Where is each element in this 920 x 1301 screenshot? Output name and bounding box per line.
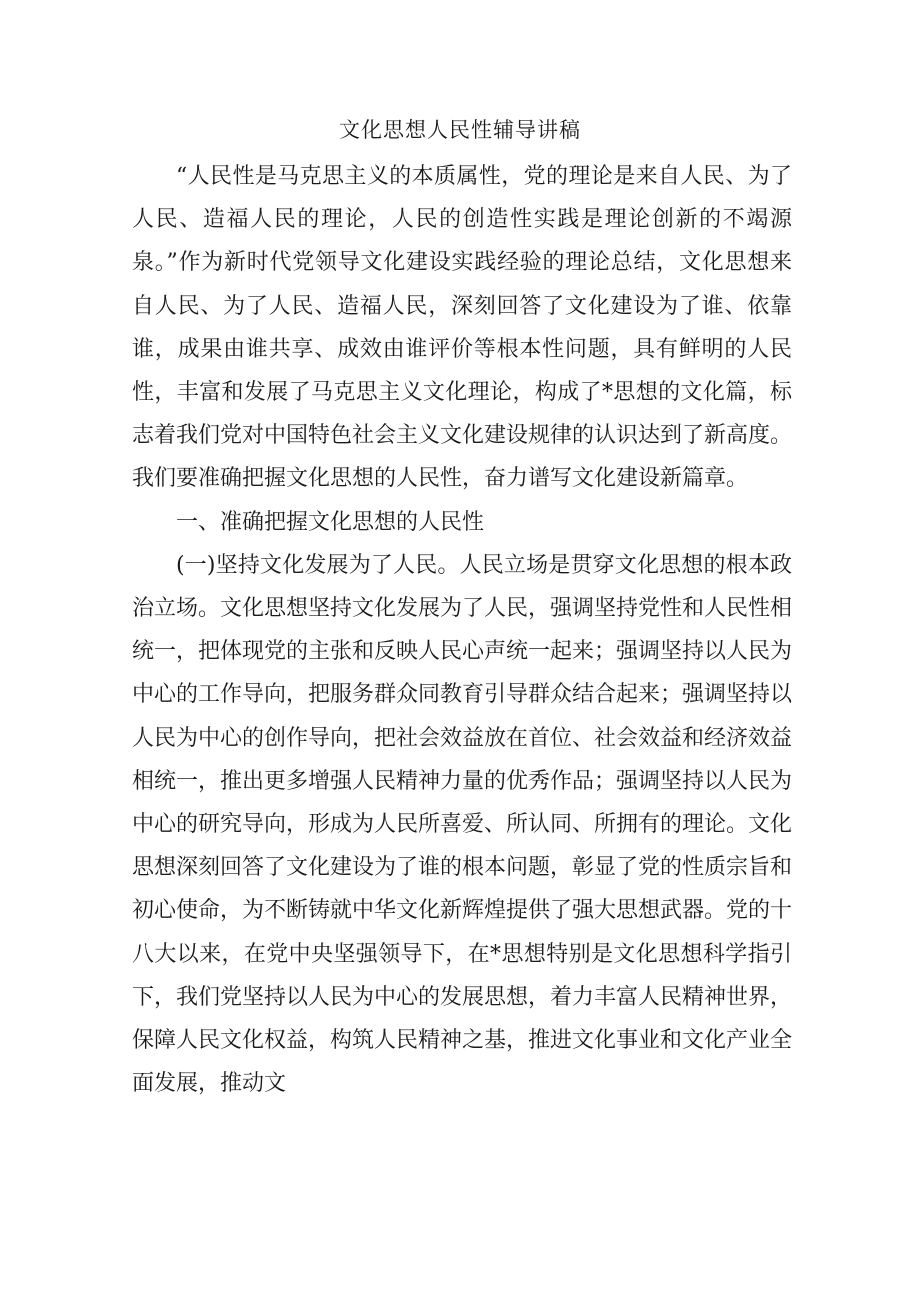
section-heading-1: 一、准确把握文化思想的人民性 [176,509,485,535]
document-body [132,155,792,1105]
subsection-paragraph-1: (一)坚持文化发展为了人民。人民立场是贯穿文化思想的根本政治立场。文化思想坚持文化发展为了人民，强调坚持党性和人民性相统一，把体现党的主张和反映人民心声统一起来；强调坚持以人民为中心的工作导向，把服务群众同教育引导群众结合起来；强调坚持以人民为中心的创作导向，把社会效益放在首位、社会效益和经济效益相统一，推出更多增强人民精神力量的优秀作品；强调坚持以人民为中心的研究导向，形成为人民所喜爱、所认同、所拥有的理论。文化思想深刻回答了文化建设为了谁的根本问题，彰显了党的性质宗旨和初心使命，为不断铸就中华文化新辉煌提供了强大思想武器。党的十八大以来，在党中央坚强领导下，在*思想特别是文化思想科学指引下，我们党坚持以人民为中心的发展思想，着力丰富人民精神世界，保障人民文化权益，构筑人民精神之基，推进文化事业和文化产业全面发展，推动文 [132,552,793,1097]
intro-paragraph: “人民性是马克思主义的本质属性，党的理论是来自人民、为了人民、造福人民的理论，人民的创造性实践是理论创新的不竭源泉。”作为新时代党领导文化建设实践经验的理论总结，文化思想来自人民、为了人民、造福人民，深刻回答了文化建设为了谁、依靠谁，成果由谁共享、成效由谁评价等根本性问题，具有鲜明的人民性，丰富和发展了马克思主义文化理论，构成了*思想的文化篇，标志着我们党对中国特色社会主义文化建设规律的认识达到了新高度。我们要准确把握文化思想的人民性，奋力谱写文化建设新篇章。 [132,164,793,492]
document-title: 文化思想人民性辅导讲稿 [339,118,581,142]
